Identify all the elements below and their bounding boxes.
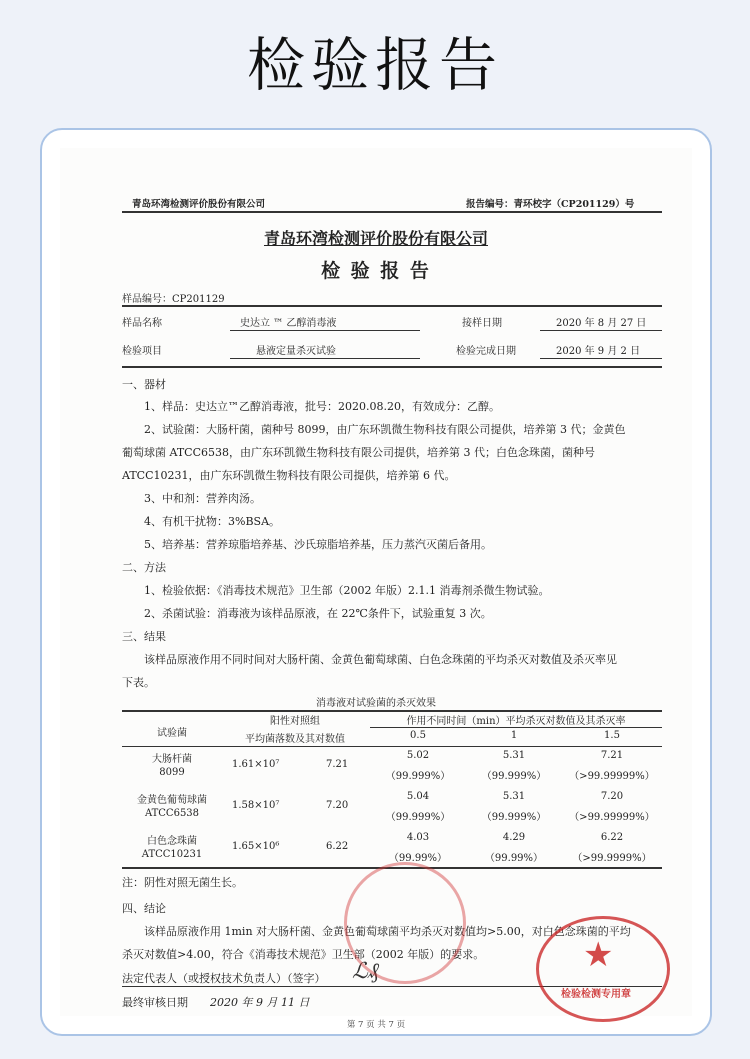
row2-v2: 5.31: [502, 791, 526, 802]
table-caption: 消毒液对试验菌的杀灭效果: [316, 698, 436, 709]
seal-star-icon: ★: [583, 935, 614, 975]
row1-v3: 7.21: [600, 750, 624, 761]
table-sub-rule: [370, 727, 662, 728]
row3-name: 白色念珠菌: [147, 836, 197, 847]
time-col-0.5: 0.5: [410, 730, 426, 741]
header-divider: [122, 211, 662, 213]
test-item-value: 悬液定量杀灭试验: [256, 346, 336, 357]
sample-number: 样品编号：CP201129: [122, 294, 225, 305]
sample-name-value: 史达立 ™ 乙醇消毒液: [240, 318, 337, 329]
review-date-label: 最终审核日期: [122, 996, 188, 1009]
page-footer: 第 7 页 共 7 页: [346, 1020, 406, 1030]
section3-title: 三、结果: [122, 630, 166, 643]
signature: ℒ₰: [352, 959, 379, 984]
section2-item1: 1、检验依据：《消毒技术规范》卫生部（2002 年版）2.1.1 消毒剂杀微生物试验。: [144, 584, 550, 597]
report-document: [60, 148, 692, 1016]
seal-sub: 检验检测专用章: [561, 989, 631, 1000]
section2-item2: 2、杀菌试验：消毒液为该样品原液，在 22℃条件下，试验重复 3 次。: [144, 607, 492, 620]
section1-item5: 5、培养基：营养琼脂培养基、沙氏琼脂培养基，压力蒸汽灭菌后备用。: [144, 538, 492, 551]
row2-r3: （>99.99999%）: [569, 812, 655, 823]
row1-r2: （99.999%）: [481, 771, 547, 782]
row3-r2: （99.99%）: [484, 853, 544, 864]
row2-count: 1.58×10⁷: [232, 800, 280, 811]
section1-item2c: ATCC10231，由广东环凯微生物科技有限公司提供，培养第 6 代。: [122, 469, 456, 482]
receive-date-label: 接样日期: [462, 318, 502, 329]
row2-r1: （99.999%）: [385, 812, 451, 823]
report-card: [40, 128, 712, 1036]
page-title: 检验报告: [246, 31, 503, 99]
row3-count: 1.65×10⁶: [232, 841, 280, 852]
section2-title: 二、方法: [122, 561, 166, 574]
row1-name: 大肠杆菌: [152, 754, 192, 765]
table-header-control: 阳性对照组: [270, 716, 320, 727]
row3-code: ATCC10231: [141, 849, 203, 860]
row1-v1: 5.02: [406, 750, 430, 761]
table-header-bacteria: 试验菌: [157, 728, 187, 739]
row2-code: ATCC6538: [144, 808, 200, 819]
header-report-no: 报告编号：青环校字（CP201129）号: [466, 199, 635, 210]
row1-code: 8099: [159, 767, 185, 778]
time-col-1: 1: [510, 730, 518, 741]
sample-name-label: 样品名称: [122, 318, 162, 329]
row3-v3: 6.22: [600, 832, 624, 843]
row2-r2: （99.999%）: [481, 812, 547, 823]
row2-name: 金黄色葡萄球菌: [137, 795, 207, 806]
row3-r1: （99.99%）: [388, 853, 448, 864]
row3-log: 6.22: [326, 841, 349, 852]
info-bottom-rule: [122, 366, 662, 368]
company-name: 青岛环湾检测评价股份有限公司: [263, 229, 488, 248]
time-col-1.5: 1.5: [604, 730, 620, 741]
row2-v1: 5.04: [406, 791, 430, 802]
test-item-label: 检验项目: [122, 346, 162, 357]
legal-rep-label: 法定代表人（或授权技术负责人）（签字）: [122, 972, 326, 985]
official-seal: [536, 916, 670, 1022]
finish-date-label: 检验完成日期: [456, 346, 516, 357]
section1-item1: 1、样品：史达立™乙醇消毒液，批号：2020.08.20，有效成分：乙醇。: [144, 400, 500, 413]
table-header-time: 作用不同时间（min）平均杀灭对数值及其杀灭率: [406, 716, 626, 727]
section1-item2b: 葡萄球菌 ATCC6538，由广东环凯微生物科技有限公司提供，培养第 3 代；白色念珠菌，菌种号: [122, 446, 595, 459]
section3-text-a: 该样品原液作用不同时间对大肠杆菌、金黄色葡萄球菌、白色念珠菌的平均杀灭对数值及杀灭率见: [144, 653, 617, 666]
receive-date-value: 2020 年 8 月 27 日: [556, 318, 647, 329]
underline: [230, 330, 420, 331]
header-org: 青岛环湾检测评价股份有限公司: [132, 199, 266, 210]
row2-log: 7.20: [326, 800, 349, 811]
section1-title: 一、器材: [122, 378, 166, 391]
section3-text-b: 下表。: [122, 676, 155, 689]
table-header-rule: [122, 746, 662, 747]
underline: [230, 358, 420, 359]
row2-v3: 7.20: [600, 791, 624, 802]
row1-log: 7.21: [326, 759, 349, 770]
report-title: 检 验 报 告: [321, 260, 431, 282]
section1-item3: 3、中和剂：营养肉汤。: [144, 492, 261, 505]
finish-date-value: 2020 年 9 月 2 日: [556, 346, 641, 357]
row3-v2: 4.29: [502, 832, 526, 843]
underline: [540, 330, 662, 331]
conclusion-b: 杀灭对数值>4.00，符合《消毒技术规范》卫生部（2002 年版）的要求。: [122, 948, 485, 961]
table-note: 注：阴性对照无菌生长。: [122, 876, 243, 889]
row3-v1: 4.03: [406, 832, 430, 843]
row1-r1: （99.999%）: [385, 771, 451, 782]
table-header-control-sub: 平均菌落数及其对数值: [245, 734, 345, 745]
row3-r3: （>99.9999%）: [572, 853, 652, 864]
section1-item2a: 2、试验菌：大肠杆菌，菌种号 8099，由广东环凯微生物科技有限公司提供，培养第 3 代；金黄色: [144, 423, 626, 436]
section1-item4: 4、有机干扰物：3%BSA。: [144, 515, 281, 528]
conclusion-a: 该样品原液作用 1min 对大肠杆菌、金黄色葡萄球菌平均杀灭对数值均>5.00，对白色念珠菌的平均: [144, 925, 631, 938]
info-top-rule: [122, 305, 662, 307]
underline: [540, 358, 662, 359]
row1-v2: 5.31: [502, 750, 526, 761]
review-date-value: 2020 年 9 月 11 日: [210, 996, 310, 1009]
row1-count: 1.61×10⁷: [232, 759, 280, 770]
row1-r3: （>99.99999%）: [569, 771, 655, 782]
faded-stamp: [344, 862, 466, 984]
section4-title: 四、结论: [122, 902, 166, 915]
